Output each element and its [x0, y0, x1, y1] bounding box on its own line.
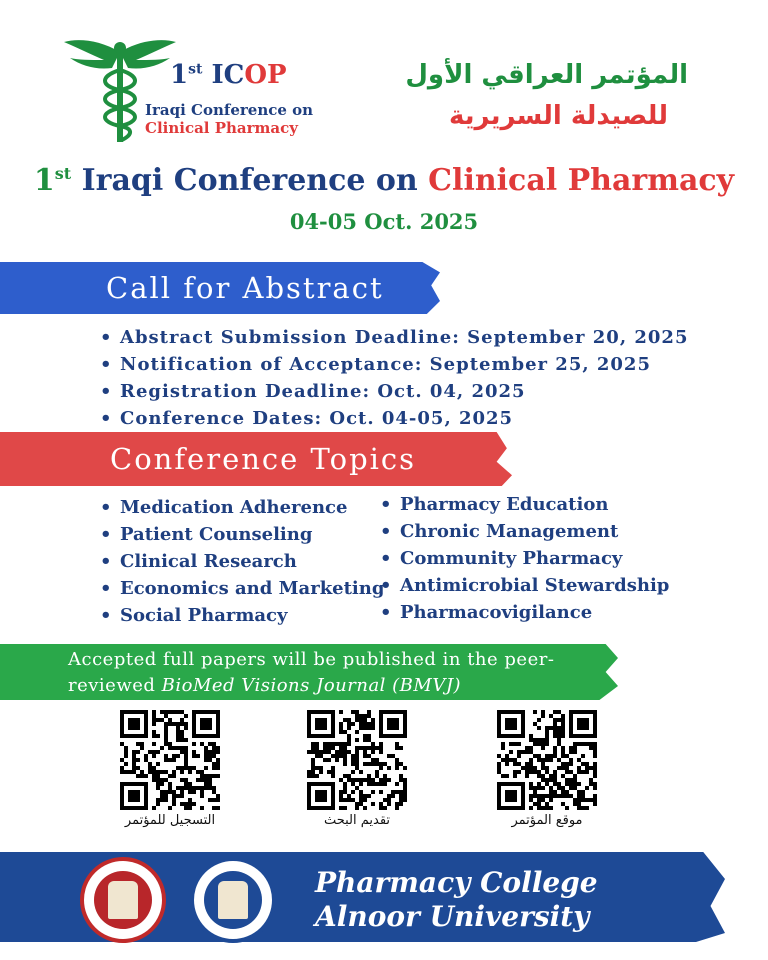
call-for-abstract-heading: Call for Abstract [106, 271, 384, 305]
arabic-title-line2: للصيدلة السريرية [449, 101, 668, 131]
list-item: • Patient Counseling [100, 521, 384, 548]
conference-title: 1st Iraqi Conference on Clinical Pharmacy [33, 163, 735, 198]
list-item: • Chronic Management [380, 518, 669, 545]
qr-code-submission[interactable] [307, 710, 407, 810]
qr-label-registration: التسجيل للمؤتمر [124, 813, 216, 828]
journal-name: BioMed Visions Journal (BMVJ) [161, 675, 462, 696]
list-item: • Pharmacovigilance [380, 599, 669, 626]
topics-list-left [100, 494, 384, 629]
qr-label-submission: تقديم البحث [323, 813, 391, 828]
footer-university-name: Alnoor University [315, 900, 590, 933]
qr-code-registration[interactable] [120, 710, 220, 810]
conference-topics-heading: Conference Topics [110, 442, 417, 476]
list-item: • Conference Dates: Oct. 04-05, 2025 [100, 405, 688, 432]
university-seal-logo [80, 857, 166, 943]
list-item: • Community Pharmacy [380, 545, 669, 572]
publication-line2: reviewed BioMed Visions Journal (BMVJ) [68, 675, 462, 696]
list-item: • Notification of Acceptance: September 25, 2025 [100, 351, 688, 378]
list-item: • Abstract Submission Deadline: September 20, 2025 [100, 324, 688, 351]
list-item: • Antimicrobial Stewardship [380, 572, 669, 599]
topics-list-right [380, 491, 669, 626]
pharmacy-college-seal-logo [190, 857, 276, 943]
list-item: • Registration Deadline: Oct. 04, 2025 [100, 378, 688, 405]
logo-subtitle-line2: Clinical Pharmacy [145, 119, 298, 137]
logo-subtitle-line1: Iraqi Conference on [145, 101, 314, 119]
conference-date: 04-05 Oct. 2025 [289, 209, 479, 234]
list-item: • Pharmacy Education [380, 491, 669, 518]
list-item: • Medication Adherence [100, 494, 384, 521]
footer-college-name: Pharmacy College [315, 866, 598, 899]
publication-line1: Accepted full papers will be published in the peer- [68, 649, 555, 670]
logo-acronym: 1st ICOP [170, 60, 287, 90]
arabic-title-line1: المؤتمر العراقي الأول [405, 60, 688, 90]
list-item: • Clinical Research [100, 548, 384, 575]
list-item: • Social Pharmacy [100, 602, 384, 629]
list-item: • Economics and Marketing [100, 575, 384, 602]
deadlines-list [100, 324, 688, 432]
qr-code-website[interactable] [497, 710, 597, 810]
qr-label-website: موقع المؤتمر [511, 813, 583, 828]
